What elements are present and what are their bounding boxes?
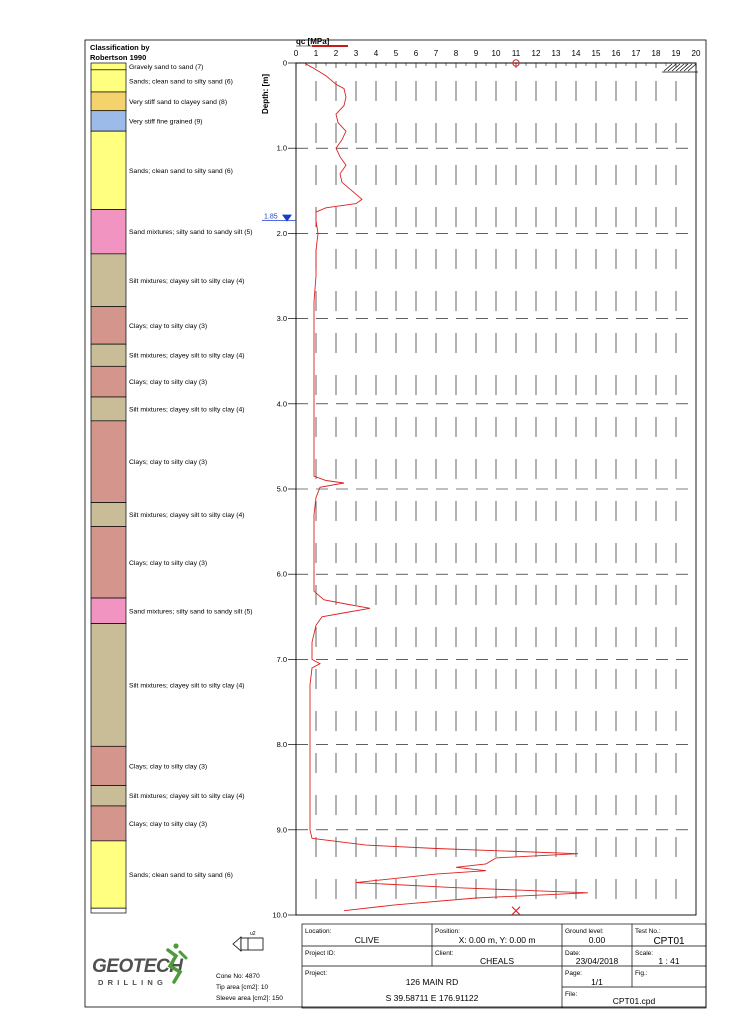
soil-layer-label-9: Clays; clay to silty clay (3) [129,379,208,387]
file-label: File: [565,991,578,998]
location-value: CLIVE [354,935,380,945]
x-axis-label: qc [MPa] [296,37,330,46]
chart-markers [512,60,520,915]
soil-layer-label-5: Sand mixtures; silty sand to sandy silt (5) [129,229,253,237]
soil-layer-label-16: Clays; clay to silty clay (3) [129,763,208,771]
soil-layer-label-18: Clays; clay to silty clay (3) [129,820,208,828]
water-level-indicator [262,214,296,222]
geotech-logo [92,943,186,987]
scale-label: Scale: [635,950,654,957]
soil-layer-label-13: Clays; clay to silty clay (3) [129,559,208,567]
x-tick-label-6: 6 [413,49,419,58]
soil-layer-label-11: Clays; clay to silty clay (3) [129,459,208,467]
soil-layer-label-0: Gravely sand to sand (7) [129,63,204,71]
soil-layer-label-8: Silt mixtures; clayey silt to silty clay (4) [129,352,245,360]
cross-marker-1 [512,907,520,915]
soil-layer-12 [91,503,126,527]
cone-icon-label: u2 [250,931,256,937]
project-id-label: Project ID: [305,950,336,957]
x-tick-label-14: 14 [571,49,581,58]
test-number-value: CPT01 [653,936,685,947]
project-coordinates: S 39.58711 E 176.91122 [385,993,479,1003]
x-tick-label-5: 5 [393,49,399,58]
x-tick-label-10: 10 [491,49,501,58]
soil-classification-column [91,63,253,913]
soil-column-bottom [91,908,126,913]
soil-layer-label-19: Sands; clean sand to silty sand (6) [129,872,233,880]
soil-layer-7 [91,307,126,344]
x-tick-label-8: 8 [453,49,459,58]
hatched-marker-icon [662,64,698,72]
y-tick-label-6: 6.0 [276,569,287,579]
soil-layer-18 [91,806,126,841]
x-tick-label-1: 1 [313,49,319,58]
soil-layer-15 [91,624,126,747]
y-tick-label-4: 4.0 [276,399,287,409]
soil-layer-8 [91,344,126,366]
soil-layer-0 [91,63,126,70]
location-label: Location: [305,928,332,935]
file-value: CPT01.cpd [612,996,656,1006]
x-tick-label-0: 0 [293,49,299,58]
x-tick-label-9: 9 [473,49,479,58]
soil-layer-label-3: Very stiff fine grained (9) [129,118,203,126]
sleeve-area: Sleeve area [cm2]: 150 [216,995,283,1002]
soil-layer-1 [91,70,126,92]
client-value: CHEALS [479,956,515,966]
y-tick-label-1: 1.0 [276,143,287,153]
soil-layer-19 [91,841,126,908]
soil-layer-label-10: Silt mixtures; clayey silt to silty clay (4) [129,406,245,414]
position-value: X: 0.00 m, Y: 0.00 m [458,935,536,945]
x-tick-label-18: 18 [651,49,661,58]
soil-layer-11 [91,421,126,503]
date-label: Date: [565,950,581,957]
x-tick-label-19: 19 [671,49,681,58]
y-tick-label-5: 5.0 [276,484,287,494]
position-label: Position: [435,928,460,935]
scale-value: 1 : 41 [658,956,680,966]
logo-name: GEOTECH [92,956,183,977]
soil-layer-10 [91,397,126,421]
soil-layer-16 [91,746,126,785]
tip-area: Tip area [cm2]: 10 [216,984,269,991]
project-value: 126 MAIN RD [405,977,459,987]
page-frame [85,40,706,1007]
soil-layer-label-7: Clays; clay to silty clay (3) [129,322,208,330]
x-tick-label-17: 17 [631,49,641,58]
soil-layer-2 [91,92,126,111]
y-axis [272,59,296,920]
x-tick-label-2: 2 [333,49,339,58]
x-axis [294,49,701,68]
x-tick-label-3: 3 [353,49,359,58]
soil-layer-17 [91,785,126,805]
client-label: Client: [435,950,454,957]
x-tick-label-12: 12 [531,49,541,58]
soil-layer-label-17: Silt mixtures; clayey silt to silty clay (4) [129,793,245,801]
ground-level-value: 0.00 [588,935,606,945]
soil-layer-3 [91,111,126,131]
project-label: Project: [305,970,328,977]
logo-subtitle: DRILLING [98,978,168,987]
y-tick-label-10: 10.0 [272,910,287,920]
soil-layer-label-12: Silt mixtures; clayey silt to silty clay (4) [129,512,245,520]
y-tick-label-8: 8.0 [276,740,287,750]
x-tick-label-16: 16 [611,49,621,58]
soil-layer-label-15: Silt mixtures; clayey silt to silty clay (4) [129,682,245,690]
x-tick-label-15: 15 [591,49,601,58]
page-label: Page: [565,970,582,977]
x-tick-label-13: 13 [551,49,561,58]
qc-series-line [304,63,588,911]
y-tick-label-7: 7.0 [276,654,287,664]
x-tick-label-4: 4 [373,49,379,58]
soil-layer-9 [91,366,126,397]
soil-layer-6 [91,254,126,307]
soil-layer-4 [91,131,126,209]
classification-title: Classification by [90,43,150,52]
x-tick-label-11: 11 [511,49,521,58]
soil-layer-label-6: Silt mixtures; clayey silt to silty clay (4) [129,277,245,285]
ground-level-label: Ground level: [565,928,604,935]
x-tick-label-20: 20 [691,49,701,58]
date-value: 23/04/2018 [575,956,619,966]
x-tick-label-7: 7 [433,49,439,58]
classification-subtitle: Robertson 1990 [90,53,147,62]
soil-layer-13 [91,526,126,598]
y-tick-label-0: 0 [282,58,287,68]
y-tick-label-9: 9.0 [276,825,287,835]
soil-layer-14 [91,598,126,624]
water-level-label: 1.85 [264,213,278,221]
fig-label: Fig.: [635,970,648,977]
cone-icon [233,931,263,951]
test-number-label: Test No.: [635,928,661,935]
chart-grid [296,81,696,915]
y-tick-label-3: 3.0 [276,314,287,324]
info-table-text [305,928,685,1006]
soil-layer-label-14: Sand mixtures; silty sand to sandy silt (5) [129,608,253,616]
cpt-chart [261,37,701,920]
soil-layer-label-1: Sands; clean sand to silty sand (6) [129,78,233,86]
y-tick-label-2: 2.0 [276,228,287,238]
soil-layer-label-4: Sands; clean sand to silty sand (6) [129,167,233,175]
y-axis-label: Depth: [m] [261,74,270,114]
soil-layer-label-2: Very stiff sand to clayey sand (8) [129,98,228,106]
page-value: 1/1 [591,977,603,987]
cone-number: Cone No: 4870 [216,973,260,980]
soil-layer-5 [91,210,126,254]
